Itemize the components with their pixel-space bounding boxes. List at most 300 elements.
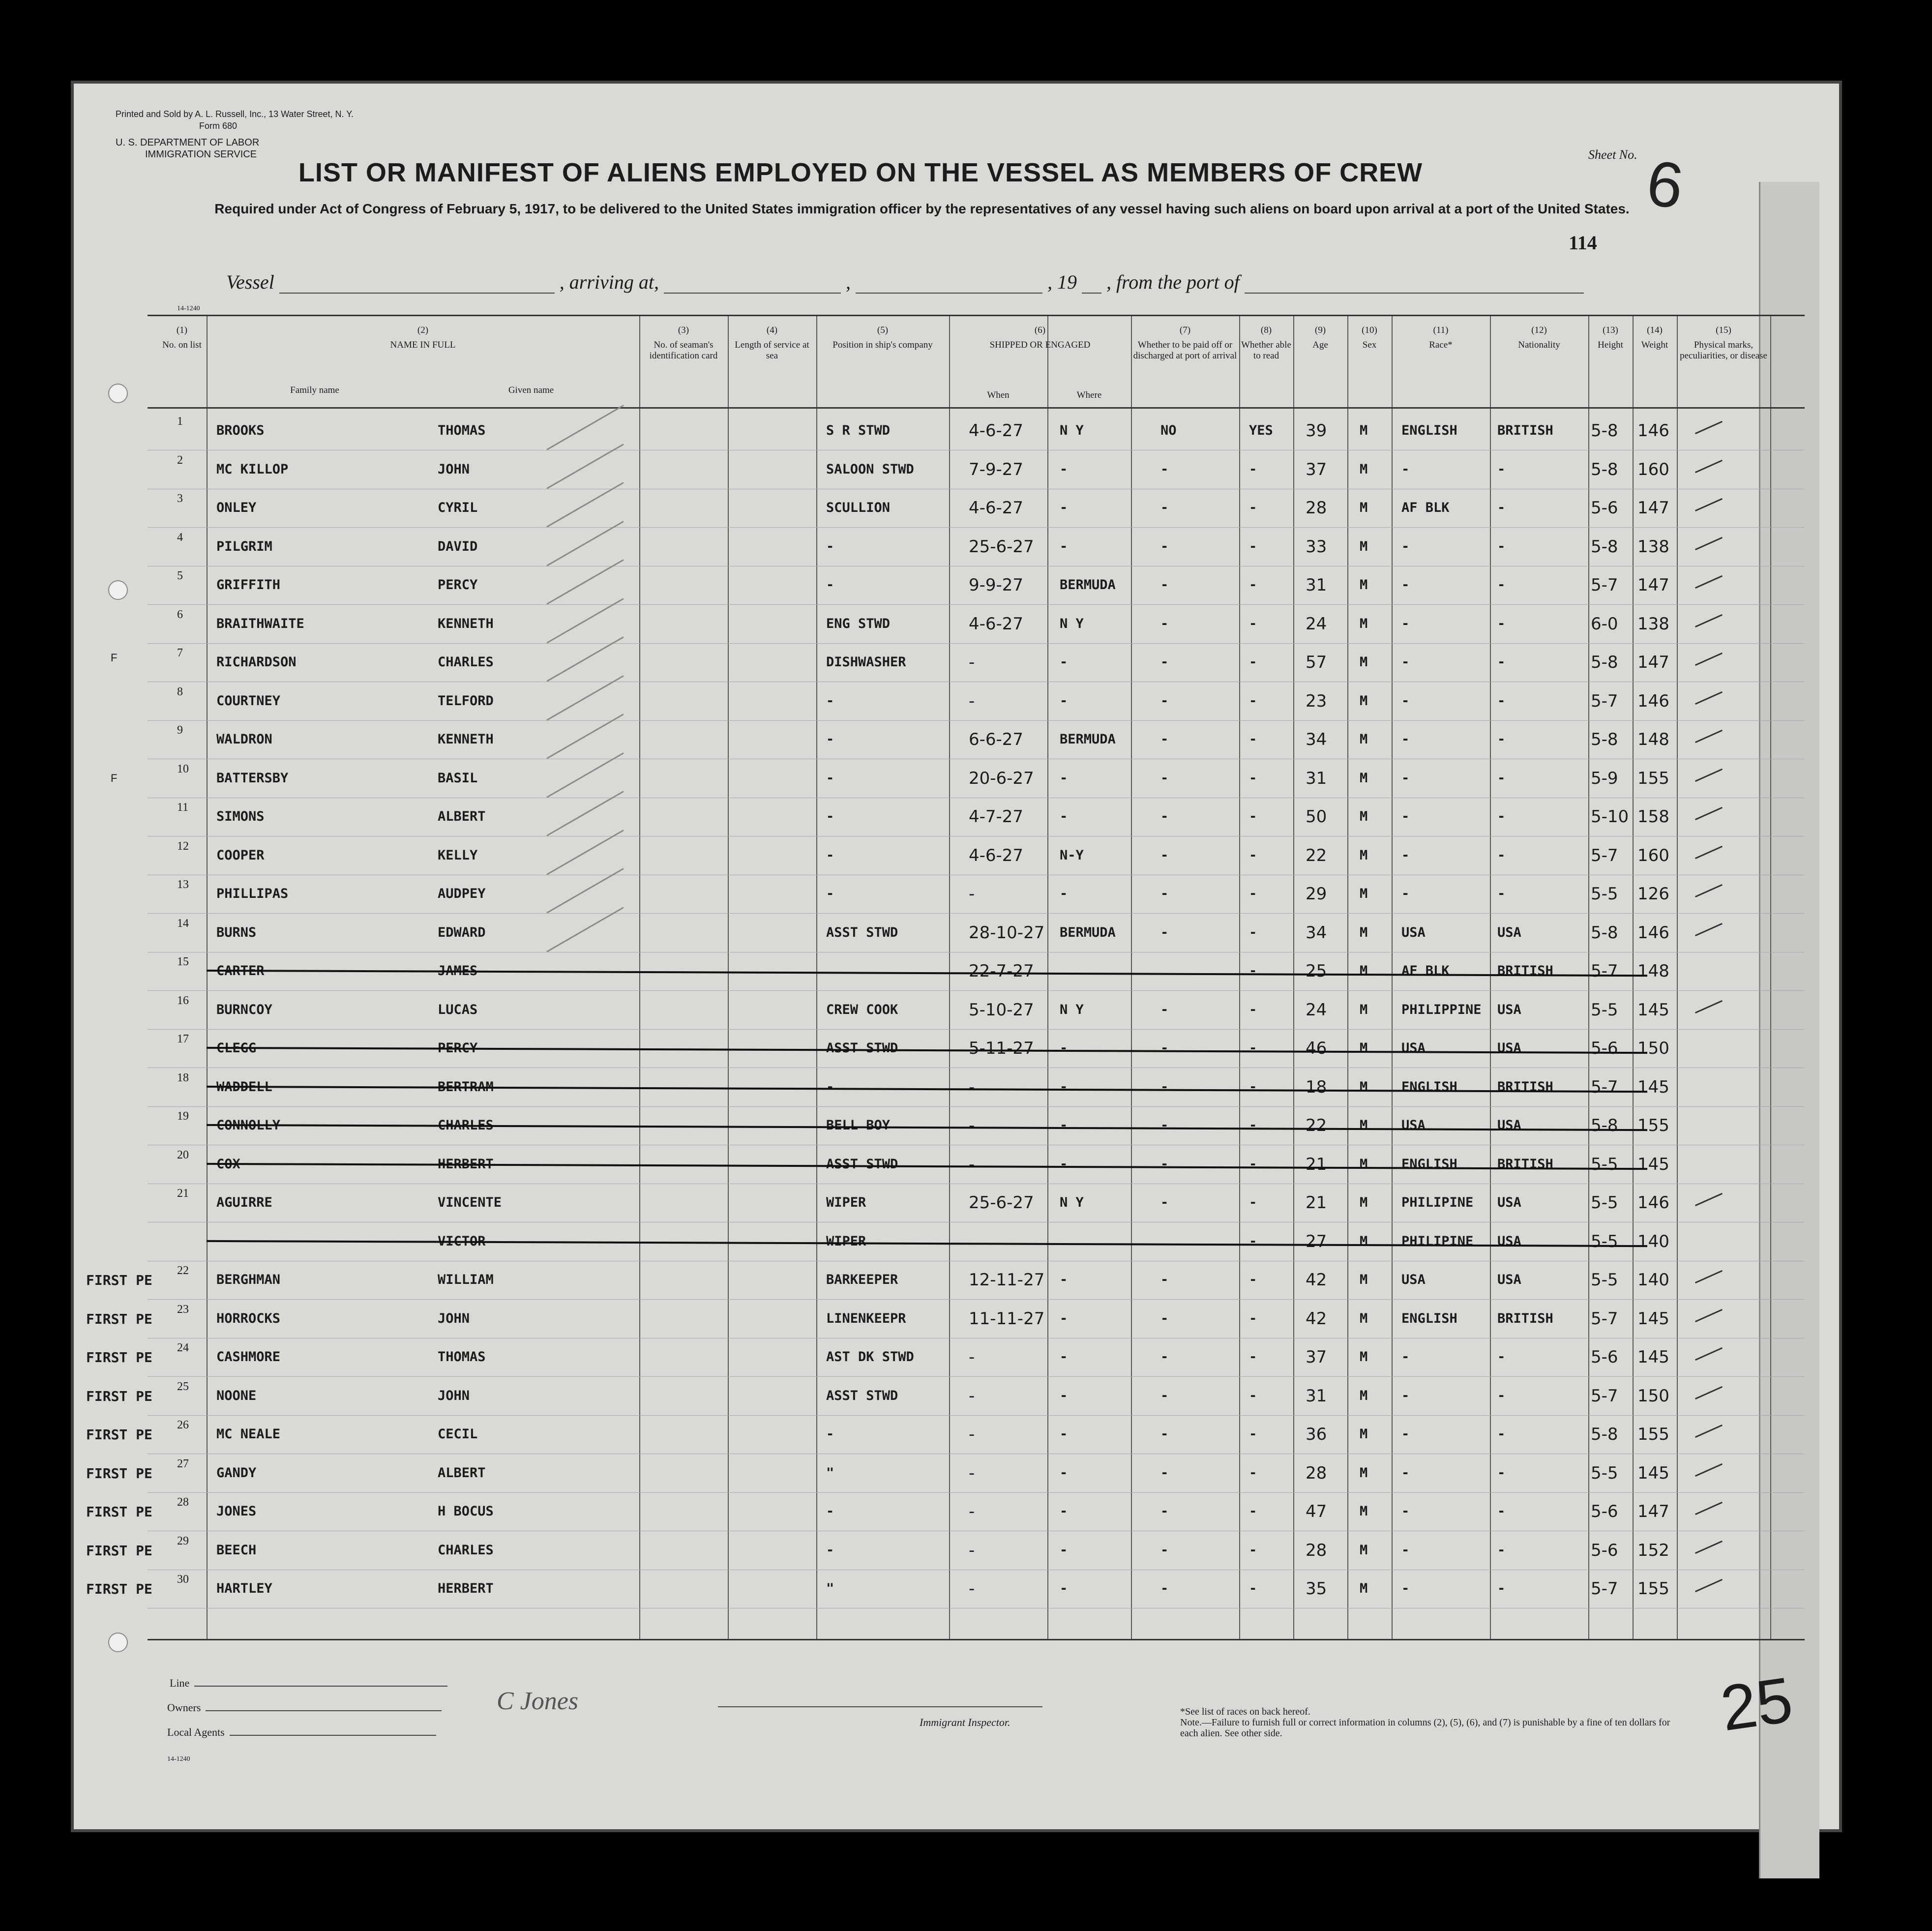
margin-note: FIRST PE — [86, 1465, 152, 1482]
able-to-read-cell: - — [1249, 1581, 1257, 1596]
owners-field — [167, 1701, 442, 1714]
shipped-where-cell: N-Y — [1060, 847, 1084, 863]
nationality-cell: - — [1497, 1542, 1506, 1558]
paid-off-cell: - — [1160, 732, 1169, 747]
given-name-cell: AUDPEY — [438, 886, 486, 901]
race-cell: - — [1401, 654, 1410, 670]
check-mark-icon — [1695, 1000, 1723, 1013]
sex-cell: M — [1360, 1310, 1368, 1326]
shipped-when-cell: 12-11-27 — [969, 1270, 1045, 1290]
shipped-when-cell: - — [969, 1463, 975, 1483]
nationality-cell: - — [1497, 1581, 1506, 1596]
race-cell: PHILIPINE — [1401, 1233, 1474, 1249]
height-cell: 5-8 — [1591, 730, 1618, 749]
able-to-read-cell: - — [1249, 963, 1257, 979]
age-cell: 28 — [1306, 1540, 1327, 1560]
able-to-read-cell: - — [1249, 1118, 1257, 1133]
height-cell: 5-6 — [1591, 498, 1618, 518]
given-name-cell: HERBERT — [438, 1581, 494, 1596]
race-cell: USA — [1401, 1040, 1426, 1056]
paid-off-cell: - — [1160, 1156, 1169, 1172]
given-name-cell: CHARLES — [438, 1118, 494, 1133]
owners-label: Owners — [167, 1701, 201, 1714]
nationality-cell: - — [1497, 461, 1506, 477]
row-number-cell: 5 — [177, 569, 183, 582]
shipped-when-cell: 5-10-27 — [969, 1000, 1034, 1020]
row-number-cell: 14 — [177, 917, 189, 930]
family-name-cell: GRIFFITH — [216, 577, 281, 593]
race-cell: ENGLISH — [1401, 1079, 1457, 1095]
able-to-read-cell: - — [1249, 1388, 1257, 1403]
able-to-read-cell: - — [1249, 577, 1257, 593]
given-name-cell: JOHN — [438, 1388, 470, 1403]
family-name-cell: BEECH — [216, 1542, 257, 1558]
inspector-label: Immigrant Inspector. — [920, 1716, 1011, 1728]
table-row — [86, 1338, 1805, 1377]
given-name-cell: THOMAS — [438, 1349, 486, 1365]
date-field[interactable] — [856, 278, 1042, 294]
shipped-when-cell: 4-7-27 — [969, 807, 1024, 827]
given-name-cell: JAMES — [438, 963, 478, 979]
sex-cell: M — [1360, 538, 1368, 554]
strike-through-line — [207, 1124, 1647, 1131]
shipped-where-cell: BERMUDA — [1060, 577, 1116, 593]
paid-off-cell: NO — [1160, 423, 1177, 438]
shipped-where-cell: - — [1060, 886, 1068, 901]
check-mark-icon — [1695, 1386, 1723, 1399]
weight-cell: 146 — [1637, 691, 1669, 711]
shipped-where-cell: - — [1060, 1465, 1068, 1481]
age-cell: 35 — [1306, 1579, 1327, 1599]
check-mark-icon — [1695, 1347, 1723, 1361]
given-name-cell: THOMAS — [438, 423, 486, 438]
able-to-read-cell: - — [1249, 847, 1257, 863]
able-to-read-cell: - — [1249, 1349, 1257, 1365]
height-cell: 5-8 — [1591, 1116, 1618, 1135]
race-cell: - — [1401, 1581, 1410, 1596]
nationality-cell: BRITISH — [1497, 1079, 1553, 1095]
row-number-cell: 27 — [177, 1457, 189, 1470]
year-field[interactable] — [1082, 278, 1101, 294]
height-cell: 5-8 — [1591, 536, 1618, 557]
height-cell: 5-8 — [1591, 922, 1618, 943]
row-number-cell: 2 — [177, 453, 183, 467]
shipped-when-cell: 11-11-27 — [969, 1308, 1045, 1329]
height-cell: 5-8 — [1591, 1425, 1618, 1444]
able-to-read-cell: - — [1249, 654, 1257, 670]
nationality-cell: - — [1497, 577, 1506, 593]
paid-off-cell: - — [1160, 1079, 1169, 1095]
weight-cell: 146 — [1637, 421, 1669, 441]
col1-header: (1) No. on list — [162, 325, 202, 350]
family-name-cell: CASHMORE — [216, 1349, 281, 1365]
able-to-read-cell: - — [1249, 1040, 1257, 1056]
sex-cell: M — [1360, 1156, 1368, 1172]
weight-cell: 160 — [1637, 845, 1669, 865]
weight-cell: 145 — [1637, 1347, 1669, 1367]
table-row — [86, 1377, 1805, 1416]
service-name: IMMIGRATION SERVICE — [145, 149, 257, 160]
race-cell: AF BLK — [1401, 963, 1450, 979]
family-name-cell: BATTERSBY — [216, 770, 289, 786]
able-to-read-cell: - — [1249, 1002, 1257, 1017]
shipped-where-cell: N Y — [1060, 1195, 1084, 1210]
shipped-where-cell: - — [1060, 770, 1068, 786]
nationality-cell: USA — [1497, 1272, 1521, 1287]
family-name-cell: CONNOLLY — [216, 1118, 281, 1133]
weight-cell: 155 — [1637, 1116, 1669, 1135]
family-name-cell: CARTER — [216, 963, 265, 979]
given-name-cell: BERTRAM — [438, 1079, 494, 1095]
seaman-card-mark — [546, 752, 624, 798]
sheet-number-label: Sheet No. — [1588, 148, 1637, 162]
nationality-cell: - — [1497, 1426, 1506, 1442]
arriving-field[interactable] — [664, 278, 841, 294]
nationality-cell: - — [1497, 1504, 1506, 1519]
position-cell: - — [826, 732, 834, 747]
inspector-signature-line[interactable] — [718, 1706, 1042, 1707]
family-name-cell: ONLEY — [216, 500, 257, 515]
printer-text: Printed and Sold by A. L. Russell, Inc., 13 Water Street, N. Y. — [116, 109, 354, 119]
shipped-where-cell: - — [1060, 1079, 1068, 1095]
able-to-read-cell: - — [1249, 1233, 1257, 1249]
age-cell: 24 — [1306, 614, 1327, 634]
weight-cell: 148 — [1637, 730, 1669, 749]
shipped-when-cell: - — [969, 1154, 975, 1174]
paid-off-cell: - — [1160, 693, 1169, 709]
height-cell: 5-7 — [1591, 691, 1618, 711]
position-cell: ASST STWD — [826, 1040, 898, 1056]
age-cell: 34 — [1306, 922, 1327, 943]
weight-cell: 126 — [1637, 884, 1669, 904]
race-cell: - — [1401, 1349, 1410, 1365]
height-cell: 5-5 — [1591, 1231, 1618, 1251]
row-number-cell: 28 — [177, 1496, 189, 1509]
family-name-cell: HARTLEY — [216, 1581, 272, 1596]
height-cell: 5-5 — [1591, 1154, 1618, 1174]
margin-note: FIRST PE — [86, 1581, 152, 1597]
table-row — [86, 1300, 1805, 1338]
col6-header: (6) SHIPPED OR ENGAGED — [989, 325, 1091, 350]
age-cell: 37 — [1306, 459, 1327, 479]
race-cell: - — [1401, 770, 1410, 786]
given-name-cell: CHARLES — [438, 1542, 494, 1558]
age-cell: 31 — [1306, 575, 1327, 595]
given-name-cell: ALBERT — [438, 809, 486, 824]
able-to-read-cell: - — [1249, 1156, 1257, 1172]
seaman-card-mark — [546, 675, 624, 721]
age-cell: 22 — [1306, 1116, 1327, 1135]
weight-cell: 138 — [1637, 536, 1669, 557]
table-row — [148, 1223, 1805, 1261]
able-to-read-cell: - — [1249, 809, 1257, 824]
given-name-cell: ALBERT — [438, 1465, 486, 1481]
race-cell: AF BLK — [1401, 500, 1450, 515]
col3-header: (3) No. of seaman's identification card — [649, 325, 718, 361]
able-to-read-cell: - — [1249, 1195, 1257, 1210]
weight-cell: 152 — [1637, 1540, 1669, 1560]
shipped-when-cell: - — [969, 653, 975, 672]
agents-label: Local Agents — [167, 1726, 225, 1738]
sex-cell: M — [1360, 924, 1368, 940]
age-cell: 42 — [1306, 1308, 1327, 1329]
from-port-field[interactable] — [1245, 278, 1584, 294]
position-cell: SCULLION — [826, 500, 891, 515]
sex-cell: M — [1360, 577, 1368, 593]
paid-off-cell: - — [1160, 1426, 1169, 1442]
department-block — [116, 137, 259, 160]
age-cell: 24 — [1306, 1000, 1327, 1020]
sex-cell: M — [1360, 1079, 1368, 1095]
check-mark-icon — [1695, 1308, 1723, 1322]
paid-off-cell: - — [1160, 1040, 1169, 1056]
paid-off-cell: - — [1160, 886, 1169, 901]
table-row — [86, 1455, 1805, 1493]
shipped-when-cell: 4-6-27 — [969, 421, 1024, 441]
check-mark-icon — [1695, 1425, 1723, 1438]
table-row — [148, 605, 1805, 644]
nationality-cell: USA — [1497, 1040, 1521, 1056]
given-name-cell: CYRIL — [438, 500, 478, 515]
weight-cell: 160 — [1637, 459, 1669, 479]
sex-cell: M — [1360, 1388, 1368, 1403]
row-number-cell: 6 — [177, 608, 183, 621]
sex-cell: M — [1360, 770, 1368, 786]
age-cell: 21 — [1306, 1193, 1327, 1213]
age-cell: 36 — [1306, 1425, 1327, 1444]
weight-cell: 150 — [1637, 1039, 1669, 1058]
height-cell: 5-9 — [1591, 768, 1618, 788]
paid-off-cell: - — [1160, 809, 1169, 824]
manifest-sheet — [74, 84, 1839, 1829]
position-cell: - — [826, 847, 834, 863]
where-header: Where — [1076, 390, 1102, 400]
weight-cell: 146 — [1637, 922, 1669, 943]
col11-header: (11) Race* — [1429, 325, 1453, 350]
weight-cell: 155 — [1637, 1425, 1669, 1444]
weight-cell: 147 — [1637, 1502, 1669, 1521]
sex-cell: M — [1360, 1040, 1368, 1056]
agents-blank[interactable] — [230, 1735, 436, 1736]
seaman-card-mark — [546, 405, 624, 450]
able-to-read-cell: - — [1249, 500, 1257, 515]
handwritten-signature: C Jones — [497, 1687, 579, 1715]
age-cell: 37 — [1306, 1347, 1327, 1367]
given-name-header: Given name — [508, 385, 554, 395]
family-name-cell: MC NEALE — [216, 1426, 281, 1442]
shipped-where-cell: N Y — [1060, 1002, 1084, 1017]
position-cell: - — [826, 1542, 834, 1558]
nationality-cell: - — [1497, 770, 1506, 786]
given-name-cell: KELLY — [438, 847, 478, 863]
paid-off-cell: - — [1160, 1542, 1169, 1558]
shipped-where-cell: - — [1060, 809, 1068, 824]
position-cell: - — [826, 770, 834, 786]
family-name-cell: COOPER — [216, 847, 265, 863]
race-cell: USA — [1401, 924, 1426, 940]
seaman-card-mark — [546, 791, 624, 836]
race-cell: USA — [1401, 1118, 1426, 1133]
shipped-where-cell: - — [1060, 1156, 1068, 1172]
check-mark-icon — [1695, 421, 1723, 434]
race-cell: ENGLISH — [1401, 1156, 1457, 1172]
from-port-label: , from the port of — [1106, 271, 1240, 293]
height-cell: 5-6 — [1591, 1502, 1618, 1521]
sex-cell: M — [1360, 616, 1368, 631]
table-row — [86, 1570, 1805, 1608]
sex-cell: M — [1360, 732, 1368, 747]
row-number-cell: 11 — [177, 801, 189, 814]
check-mark-icon — [1695, 1270, 1723, 1283]
table-row — [148, 837, 1805, 875]
nationality-cell: USA — [1497, 1233, 1521, 1249]
shipped-when-cell: 22-7-27 — [969, 961, 1034, 981]
weight-cell: 140 — [1637, 1231, 1669, 1251]
family-name-cell: COX — [216, 1156, 240, 1172]
age-cell: 42 — [1306, 1270, 1327, 1290]
family-name-cell: NOONE — [216, 1388, 257, 1403]
weight-cell: 145 — [1637, 1077, 1669, 1097]
able-to-read-cell: - — [1249, 1426, 1257, 1442]
shipped-when-cell: 20-6-27 — [969, 768, 1034, 788]
seaman-card-mark — [546, 713, 624, 759]
row-number-cell: 30 — [177, 1573, 189, 1586]
paid-off-cell: - — [1160, 1465, 1169, 1481]
form-number: Form 680 — [199, 121, 238, 131]
age-cell: 39 — [1306, 421, 1327, 441]
shipped-when-cell: - — [969, 1116, 975, 1135]
seaman-card-mark — [546, 830, 624, 875]
race-cell: - — [1401, 577, 1410, 593]
shipped-when-cell: - — [969, 1425, 975, 1444]
weight-cell: 147 — [1637, 653, 1669, 672]
row-number-cell: 20 — [177, 1148, 189, 1161]
age-cell: 28 — [1306, 498, 1327, 518]
position-cell: LINENKEEPR — [826, 1310, 906, 1326]
shipped-when-cell: 25-6-27 — [969, 1193, 1034, 1213]
age-cell: 29 — [1306, 884, 1327, 904]
paid-off-cell: - — [1160, 616, 1169, 631]
given-name-cell: VICTOR — [438, 1233, 486, 1249]
sex-cell: M — [1360, 423, 1368, 438]
paid-off-cell: - — [1160, 1581, 1169, 1596]
sex-cell: M — [1360, 1272, 1368, 1287]
race-cell: - — [1401, 538, 1410, 554]
check-mark-icon — [1695, 614, 1723, 627]
shipped-when-cell: - — [969, 1502, 975, 1521]
line-blank[interactable] — [194, 1686, 447, 1687]
shipped-where-cell: - — [1060, 538, 1068, 554]
penalty-note: Note.—Failure to furnish full or correct information in columns (2), (5), (6), and (7) is punishable by a fine of ten dollars for each alien. See other side. — [1180, 1717, 1670, 1739]
family-name-cell: CLEGG — [216, 1040, 257, 1056]
age-cell: 28 — [1306, 1463, 1327, 1483]
height-cell: 5-8 — [1591, 459, 1618, 479]
stamp-number: 114 — [1569, 232, 1597, 254]
family-name-cell: BROOKS — [216, 423, 265, 438]
sex-cell: M — [1360, 886, 1368, 901]
given-name-cell: DAVID — [438, 538, 478, 554]
year-label: , 19 — [1047, 271, 1077, 293]
row-number-cell: 23 — [177, 1303, 189, 1316]
race-cell: USA — [1401, 1272, 1426, 1287]
nationality-cell: - — [1497, 886, 1506, 901]
able-to-read-cell: - — [1249, 732, 1257, 747]
age-cell: 33 — [1306, 536, 1327, 557]
paid-off-cell: - — [1160, 1272, 1169, 1287]
race-cell: ENGLISH — [1401, 1310, 1457, 1326]
seaman-card-mark — [546, 868, 624, 914]
weight-cell: 138 — [1637, 614, 1669, 634]
vessel-field[interactable] — [279, 278, 555, 294]
nationality-cell: USA — [1497, 1118, 1521, 1133]
check-mark-icon — [1695, 1193, 1723, 1206]
paid-off-cell: - — [1160, 1002, 1169, 1017]
position-cell: - — [826, 1504, 834, 1519]
paid-off-cell: - — [1160, 461, 1169, 477]
position-cell: - — [826, 538, 834, 554]
margin-note: FIRST PE — [86, 1504, 152, 1520]
table-row — [148, 1146, 1805, 1184]
position-cell: - — [826, 886, 834, 901]
row-number-cell: 8 — [177, 685, 183, 698]
check-mark-icon — [1695, 653, 1723, 666]
paid-off-cell: - — [1160, 1195, 1169, 1210]
height-cell: 5-10 — [1591, 807, 1629, 827]
given-name-cell: CECIL — [438, 1426, 478, 1442]
given-name-cell: EDWARD — [438, 924, 486, 940]
table-row — [148, 412, 1805, 450]
sex-cell: M — [1360, 461, 1368, 477]
seaman-card-mark — [546, 636, 624, 682]
when-header: When — [987, 390, 1010, 400]
shipped-where-cell: BERMUDA — [1060, 924, 1116, 940]
able-to-read-cell: - — [1249, 1465, 1257, 1481]
nationality-cell: USA — [1497, 1002, 1521, 1017]
row-number-cell: 12 — [177, 839, 189, 853]
margin-note: FIRST PE — [86, 1426, 152, 1443]
table-row — [148, 760, 1805, 798]
position-cell: - — [826, 1079, 834, 1095]
check-mark-icon — [1695, 1579, 1723, 1592]
shipped-where-cell: - — [1060, 1118, 1068, 1133]
seaman-card-mark — [546, 907, 624, 952]
weight-cell: 158 — [1637, 807, 1669, 827]
department-name: U. S. DEPARTMENT OF LABOR — [116, 137, 260, 148]
check-mark-icon — [1695, 807, 1723, 820]
paid-off-cell: - — [1160, 1504, 1169, 1519]
check-mark-icon — [1695, 768, 1723, 781]
position-cell: " — [826, 1581, 834, 1596]
shipped-when-cell: 9-9-27 — [969, 575, 1024, 595]
table-row — [86, 1493, 1805, 1531]
family-name-cell: COURTNEY — [216, 693, 281, 709]
sex-cell: M — [1360, 809, 1368, 824]
check-mark-icon — [1695, 1502, 1723, 1515]
owners-blank[interactable] — [206, 1710, 442, 1711]
punch-hole — [108, 1633, 128, 1652]
weight-cell: 147 — [1637, 575, 1669, 595]
row-number-cell: 3 — [177, 492, 183, 505]
vessel-label: Vessel — [226, 271, 274, 293]
paid-off-cell: - — [1160, 1388, 1169, 1403]
height-cell: 5-5 — [1591, 1270, 1618, 1290]
check-mark-icon — [1695, 459, 1723, 473]
given-name-cell: LUCAS — [438, 1002, 478, 1017]
position-cell: - — [826, 1426, 834, 1442]
nationality-cell: - — [1497, 847, 1506, 863]
position-cell: CREW COOK — [826, 1002, 898, 1017]
able-to-read-cell: YES — [1249, 423, 1273, 438]
